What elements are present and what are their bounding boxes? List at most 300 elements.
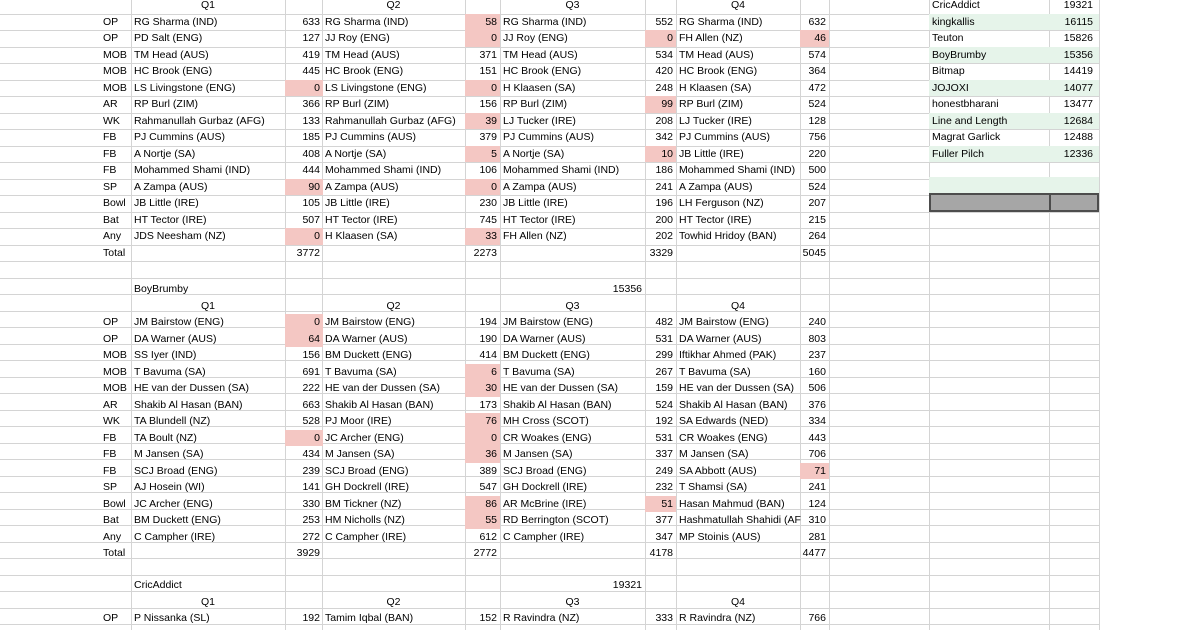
player-name-cell[interactable]: RD Berrington (SCOT) — [503, 514, 609, 526]
player-name-cell[interactable]: HE van der Dussen (SA) — [325, 382, 440, 394]
player-score-cell[interactable]: 173 — [479, 398, 497, 411]
player-score-cell[interactable]: 330 — [302, 497, 320, 510]
total-value[interactable]: 3929 — [296, 547, 320, 559]
player-score-cell[interactable]: 632 — [808, 15, 826, 28]
player-name-cell[interactable]: RG Sharma (IND) — [503, 15, 587, 28]
player-name-cell[interactable]: HE van der Dussen (SA) — [503, 382, 618, 394]
position-cell[interactable]: AR — [103, 98, 118, 110]
player-name-cell[interactable]: AJ Hosein (WI) — [134, 481, 205, 493]
player-name-cell[interactable]: RG Sharma (IND) — [679, 15, 763, 28]
player-score-cell[interactable]: 76 — [465, 413, 500, 430]
player-name-cell[interactable]: T Shamsi (SA) — [679, 481, 748, 493]
position-cell[interactable]: OP — [103, 316, 119, 328]
player-score-cell[interactable]: 766 — [808, 612, 826, 624]
position-cell[interactable]: OP — [103, 15, 119, 28]
player-name-cell[interactable]: TM Head (AUS) — [325, 48, 400, 61]
total-value[interactable]: 3772 — [296, 246, 320, 259]
player-score-cell[interactable]: 419 — [302, 48, 320, 61]
quarter-header[interactable]: Q4 — [730, 299, 745, 312]
player-score-cell[interactable]: 524 — [808, 180, 826, 193]
player-name-cell[interactable]: Mohammed Shami (IND) — [503, 164, 620, 176]
position-cell[interactable]: WK — [103, 415, 120, 427]
player-name-cell[interactable]: Tamim Iqbal (BAN) — [325, 612, 414, 624]
player-name-cell[interactable]: M Jansen (SA) — [503, 448, 573, 460]
player-name-cell[interactable]: HE van der Dussen (SA) — [134, 382, 249, 394]
leaderboard-team-score[interactable]: 19321 — [1063, 0, 1093, 11]
player-score-cell[interactable]: 185 — [302, 131, 320, 143]
player-score-cell[interactable]: 156 — [479, 98, 497, 110]
player-name-cell[interactable]: Hasan Mahmud (BAN) — [679, 497, 785, 510]
quarter-header[interactable]: Q2 — [386, 595, 401, 608]
leaderboard-team-name[interactable]: kingkallis — [929, 14, 1049, 31]
player-name-cell[interactable]: AR McBrine (IRE) — [503, 497, 587, 510]
player-name-cell[interactable]: LS Livingstone (ENG) — [325, 81, 427, 94]
total-value[interactable]: 2273 — [473, 246, 497, 259]
player-name-cell[interactable]: LJ Tucker (IRE) — [679, 114, 752, 127]
player-name-cell[interactable]: HT Tector (IRE) — [679, 213, 752, 226]
player-score-cell[interactable]: 0 — [285, 228, 323, 245]
leaderboard-team-name[interactable]: JOJOXI — [929, 80, 1049, 97]
total-label[interactable]: Total — [103, 547, 126, 559]
player-name-cell[interactable]: GH Dockrell (IRE) — [325, 481, 410, 493]
player-score-cell[interactable]: 232 — [655, 481, 673, 493]
player-score-cell[interactable]: 241 — [655, 180, 673, 193]
player-score-cell[interactable]: 0 — [285, 80, 323, 97]
player-name-cell[interactable]: A Zampa (AUS) — [325, 180, 399, 193]
player-name-cell[interactable]: Rahmanullah Gurbaz (AFG) — [325, 114, 456, 127]
team-name-cell[interactable]: BoyBrumby — [134, 283, 189, 295]
player-name-cell[interactable]: T Bavuma (SA) — [503, 365, 575, 378]
player-score-cell[interactable]: 334 — [808, 415, 826, 427]
player-score-cell[interactable]: 0 — [465, 179, 500, 196]
leaderboard-blank-row[interactable] — [929, 177, 1099, 193]
player-score-cell[interactable]: 414 — [479, 349, 497, 361]
player-name-cell[interactable]: Mohammed Shami (IND) — [134, 164, 251, 176]
player-score-cell[interactable]: 0 — [465, 80, 500, 97]
position-cell[interactable]: MOB — [103, 365, 127, 378]
position-cell[interactable]: FB — [103, 164, 117, 176]
player-score-cell[interactable]: 106 — [479, 164, 497, 176]
position-cell[interactable]: Bat — [103, 514, 119, 526]
player-name-cell[interactable]: JB Little (IRE) — [134, 197, 199, 209]
total-value[interactable]: 4178 — [649, 547, 673, 559]
position-cell[interactable]: FB — [103, 448, 117, 460]
player-score-cell[interactable]: 222 — [302, 382, 320, 394]
player-score-cell[interactable]: 215 — [808, 213, 826, 226]
player-name-cell[interactable]: DA Warner (AUS) — [679, 332, 762, 345]
quarter-header[interactable]: Q2 — [386, 299, 401, 312]
position-cell[interactable]: FB — [103, 431, 117, 444]
player-score-cell[interactable]: 64 — [285, 331, 323, 348]
player-name-cell[interactable]: PJ Moor (IRE) — [325, 415, 392, 427]
player-score-cell[interactable]: 240 — [808, 316, 826, 328]
player-name-cell[interactable]: TM Head (AUS) — [679, 48, 754, 61]
leaderboard-team-name[interactable]: Teuton — [932, 32, 964, 44]
player-name-cell[interactable]: SCJ Broad (ENG) — [325, 464, 409, 477]
quarter-header[interactable]: Q3 — [565, 0, 580, 11]
player-name-cell[interactable]: C Campher (IRE) — [325, 530, 407, 543]
player-name-cell[interactable]: T Bavuma (SA) — [134, 365, 206, 378]
player-score-cell[interactable]: 237 — [808, 349, 826, 361]
player-name-cell[interactable]: TM Head (AUS) — [134, 48, 209, 61]
player-score-cell[interactable]: 46 — [800, 30, 829, 47]
position-cell[interactable]: FB — [103, 464, 117, 477]
leaderboard-team-name[interactable]: Fuller Pilch — [929, 146, 1049, 163]
player-score-cell[interactable]: 531 — [655, 332, 673, 345]
quarter-header[interactable]: Q2 — [386, 0, 401, 11]
player-name-cell[interactable]: LS Livingstone (ENG) — [134, 81, 236, 94]
quarter-header[interactable]: Q1 — [200, 0, 215, 11]
player-score-cell[interactable]: 376 — [808, 398, 826, 411]
position-cell[interactable]: Bat — [103, 213, 119, 226]
player-score-cell[interactable]: 220 — [808, 147, 826, 160]
position-cell[interactable]: MOB — [103, 382, 127, 394]
player-name-cell[interactable]: C Campher (IRE) — [503, 530, 585, 543]
player-name-cell[interactable]: PJ Cummins (AUS) — [503, 131, 595, 143]
leaderboard-team-name[interactable]: CricAddict — [932, 0, 980, 11]
player-name-cell[interactable]: Shakib Al Hasan (BAN) — [325, 398, 434, 411]
team-score-cell[interactable]: 19321 — [612, 579, 642, 591]
position-cell[interactable]: SP — [103, 481, 118, 493]
player-score-cell[interactable]: 0 — [285, 314, 323, 331]
player-name-cell[interactable]: R Ravindra (NZ) — [679, 612, 756, 624]
player-name-cell[interactable]: RP Burl (ZIM) — [503, 98, 567, 110]
player-name-cell[interactable]: JJ Roy (ENG) — [503, 32, 568, 44]
player-score-cell[interactable]: 534 — [655, 48, 673, 61]
player-score-cell[interactable]: 207 — [808, 197, 826, 209]
leaderboard-team-score[interactable]: 12684 — [1049, 113, 1099, 130]
player-score-cell[interactable]: 0 — [465, 430, 500, 447]
player-name-cell[interactable]: JM Bairstow (ENG) — [503, 316, 593, 328]
position-cell[interactable]: OP — [103, 332, 119, 345]
player-name-cell[interactable]: P Nissanka (SL) — [134, 612, 210, 624]
player-score-cell[interactable]: 192 — [655, 415, 673, 427]
player-name-cell[interactable]: A Zampa (AUS) — [503, 180, 577, 193]
total-value[interactable]: 4477 — [802, 547, 826, 559]
player-name-cell[interactable]: M Jansen (SA) — [679, 448, 749, 460]
player-name-cell[interactable]: GH Dockrell (IRE) — [503, 481, 588, 493]
player-score-cell[interactable]: 141 — [302, 481, 320, 493]
player-score-cell[interactable]: 133 — [302, 114, 320, 127]
player-name-cell[interactable]: A Nortje (SA) — [325, 147, 387, 160]
position-cell[interactable]: Bowl — [103, 197, 126, 209]
player-score-cell[interactable]: 156 — [302, 349, 320, 361]
position-cell[interactable]: FB — [103, 147, 117, 160]
player-name-cell[interactable]: Mohammed Shami (IND) — [325, 164, 442, 176]
player-name-cell[interactable]: HC Brook (ENG) — [679, 65, 758, 77]
player-name-cell[interactable]: A Zampa (AUS) — [134, 180, 208, 193]
player-score-cell[interactable]: 186 — [655, 164, 673, 176]
player-name-cell[interactable]: FH Allen (NZ) — [503, 230, 567, 242]
player-score-cell[interactable]: 196 — [655, 197, 673, 209]
player-score-cell[interactable]: 230 — [479, 197, 497, 209]
player-score-cell[interactable]: 379 — [479, 131, 497, 143]
player-score-cell[interactable]: 347 — [655, 530, 673, 543]
player-name-cell[interactable]: A Nortje (SA) — [503, 147, 565, 160]
player-name-cell[interactable]: JB Little (IRE) — [679, 147, 744, 160]
player-name-cell[interactable]: Hashmatullah Shahidi (AF — [679, 514, 801, 526]
player-name-cell[interactable]: TM Head (AUS) — [503, 48, 578, 61]
position-cell[interactable]: Bowl — [103, 497, 126, 510]
player-name-cell[interactable]: SA Edwards (NED) — [679, 415, 769, 427]
player-score-cell[interactable]: 253 — [302, 514, 320, 526]
position-cell[interactable]: MOB — [103, 48, 127, 61]
player-score-cell[interactable]: 506 — [808, 382, 826, 394]
player-score-cell[interactable]: 445 — [302, 65, 320, 77]
player-score-cell[interactable]: 366 — [302, 98, 320, 110]
player-name-cell[interactable]: H Klaasen (SA) — [325, 230, 398, 242]
total-value[interactable]: 3329 — [649, 246, 673, 259]
player-name-cell[interactable]: HT Tector (IRE) — [325, 213, 398, 226]
player-name-cell[interactable]: Rahmanullah Gurbaz (AFG) — [134, 114, 265, 127]
player-score-cell[interactable]: 272 — [302, 530, 320, 543]
position-cell[interactable]: OP — [103, 612, 119, 624]
player-score-cell[interactable]: 0 — [645, 30, 676, 47]
position-cell[interactable]: FB — [103, 131, 117, 143]
player-name-cell[interactable]: HT Tector (IRE) — [503, 213, 576, 226]
player-name-cell[interactable]: MP Stoinis (AUS) — [679, 530, 761, 543]
player-score-cell[interactable]: 552 — [655, 15, 673, 28]
player-score-cell[interactable]: 208 — [655, 114, 673, 127]
team-name-cell[interactable]: CricAddict — [134, 579, 182, 591]
player-score-cell[interactable]: 90 — [285, 179, 323, 196]
leaderboard-team-score[interactable]: 15826 — [1063, 32, 1093, 44]
player-score-cell[interactable]: 30 — [465, 380, 500, 397]
player-name-cell[interactable]: T Bavuma (SA) — [325, 365, 397, 378]
player-name-cell[interactable]: BM Duckett (ENG) — [503, 349, 590, 361]
leaderboard-team-score[interactable]: 13477 — [1063, 98, 1093, 110]
player-name-cell[interactable]: M Jansen (SA) — [325, 448, 395, 460]
leaderboard-team-name[interactable]: honestbharani — [932, 98, 999, 110]
player-name-cell[interactable]: CR Woakes (ENG) — [679, 431, 768, 444]
player-score-cell[interactable]: 0 — [285, 430, 323, 447]
player-score-cell[interactable]: 691 — [302, 365, 320, 378]
leaderboard-team-score[interactable]: 12488 — [1063, 131, 1093, 143]
player-name-cell[interactable]: H Klaasen (SA) — [679, 81, 752, 94]
position-cell[interactable]: MOB — [103, 81, 127, 94]
position-cell[interactable]: SP — [103, 180, 118, 193]
leaderboard-team-score[interactable]: 15356 — [1049, 47, 1099, 64]
player-score-cell[interactable]: 159 — [655, 382, 673, 394]
total-value[interactable]: 5045 — [802, 246, 826, 259]
player-name-cell[interactable]: HE van der Dussen (SA) — [679, 382, 794, 394]
player-score-cell[interactable]: 299 — [655, 349, 673, 361]
position-cell[interactable]: MOB — [103, 349, 127, 361]
player-name-cell[interactable]: JB Little (IRE) — [325, 197, 390, 209]
player-name-cell[interactable]: Mohammed Shami (IND) — [679, 164, 796, 176]
player-score-cell[interactable]: 241 — [808, 481, 826, 493]
player-score-cell[interactable]: 281 — [808, 530, 826, 543]
player-name-cell[interactable]: HM Nicholls (NZ) — [325, 514, 405, 526]
player-name-cell[interactable]: Shakib Al Hasan (BAN) — [503, 398, 612, 411]
player-name-cell[interactable]: JJ Roy (ENG) — [325, 32, 390, 44]
player-name-cell[interactable]: HC Brook (ENG) — [325, 65, 404, 77]
player-name-cell[interactable]: Iftikhar Ahmed (PAK) — [679, 349, 777, 361]
player-score-cell[interactable]: 36 — [465, 446, 500, 463]
player-name-cell[interactable]: HC Brook (ENG) — [503, 65, 582, 77]
player-name-cell[interactable]: M Jansen (SA) — [134, 448, 204, 460]
quarter-header[interactable]: Q1 — [200, 299, 215, 312]
player-name-cell[interactable]: Shakib Al Hasan (BAN) — [679, 398, 788, 411]
player-name-cell[interactable]: R Ravindra (NZ) — [503, 612, 580, 624]
quarter-header[interactable]: Q3 — [565, 299, 580, 312]
player-score-cell[interactable]: 342 — [655, 131, 673, 143]
player-score-cell[interactable]: 190 — [479, 332, 497, 345]
player-name-cell[interactable]: RP Burl (ZIM) — [679, 98, 743, 110]
player-name-cell[interactable]: LH Ferguson (NZ) — [679, 197, 764, 209]
player-score-cell[interactable]: 333 — [655, 612, 673, 624]
position-cell[interactable]: OP — [103, 32, 119, 44]
player-score-cell[interactable]: 0 — [465, 30, 500, 47]
player-score-cell[interactable]: 472 — [808, 81, 826, 94]
player-name-cell[interactable]: TA Blundell (NZ) — [134, 415, 211, 427]
quarter-header[interactable]: Q3 — [565, 595, 580, 608]
player-score-cell[interactable]: 612 — [479, 530, 497, 543]
player-score-cell[interactable]: 55 — [465, 512, 500, 529]
position-cell[interactable]: Any — [103, 230, 122, 242]
player-score-cell[interactable]: 249 — [655, 464, 673, 477]
player-name-cell[interactable]: LJ Tucker (IRE) — [503, 114, 576, 127]
player-score-cell[interactable]: 86 — [465, 496, 500, 513]
player-score-cell[interactable]: 5 — [465, 146, 500, 163]
leaderboard-team-name[interactable]: BoyBrumby — [929, 47, 1049, 64]
quarter-header[interactable]: Q4 — [730, 595, 745, 608]
player-name-cell[interactable]: TA Boult (NZ) — [134, 431, 197, 444]
player-name-cell[interactable]: PD Salt (ENG) — [134, 32, 203, 44]
player-score-cell[interactable]: 160 — [808, 365, 826, 378]
player-name-cell[interactable]: HC Brook (ENG) — [134, 65, 213, 77]
player-score-cell[interactable]: 105 — [302, 197, 320, 209]
player-name-cell[interactable]: PJ Cummins (AUS) — [325, 131, 417, 143]
team-score-cell[interactable]: 15356 — [612, 283, 642, 295]
total-value[interactable]: 2772 — [473, 547, 497, 559]
player-name-cell[interactable]: BM Tickner (NZ) — [325, 497, 402, 510]
leaderboard-team-score[interactable]: 14419 — [1063, 65, 1093, 77]
player-score-cell[interactable]: 803 — [808, 332, 826, 345]
player-score-cell[interactable]: 39 — [465, 113, 500, 130]
player-score-cell[interactable]: 310 — [808, 514, 826, 526]
player-name-cell[interactable]: JB Little (IRE) — [503, 197, 568, 209]
quarter-header[interactable]: Q1 — [200, 595, 215, 608]
player-score-cell[interactable]: 127 — [302, 32, 320, 44]
leaderboard-team-name[interactable]: Line and Length — [929, 113, 1049, 130]
player-name-cell[interactable]: JC Archer (ENG) — [134, 497, 213, 510]
position-cell[interactable]: AR — [103, 398, 118, 411]
player-score-cell[interactable]: 371 — [479, 48, 497, 61]
player-score-cell[interactable]: 99 — [645, 96, 676, 113]
player-name-cell[interactable]: Towhid Hridoy (BAN) — [679, 230, 777, 242]
player-score-cell[interactable]: 528 — [302, 415, 320, 427]
player-score-cell[interactable]: 500 — [808, 164, 826, 176]
player-score-cell[interactable]: 33 — [465, 228, 500, 245]
player-name-cell[interactable]: RP Burl (ZIM) — [134, 98, 198, 110]
player-name-cell[interactable]: SS Iyer (IND) — [134, 349, 197, 361]
player-score-cell[interactable]: 364 — [808, 65, 826, 77]
player-name-cell[interactable]: RG Sharma (IND) — [134, 15, 218, 28]
player-name-cell[interactable]: DA Warner (AUS) — [503, 332, 586, 345]
player-score-cell[interactable]: 443 — [808, 431, 826, 444]
player-score-cell[interactable]: 434 — [302, 448, 320, 460]
player-score-cell[interactable]: 524 — [808, 98, 826, 110]
leaderboard-team-name[interactable]: Magrat Garlick — [932, 131, 1001, 143]
position-cell[interactable]: Any — [103, 530, 122, 543]
selected-row[interactable] — [929, 193, 1099, 212]
player-score-cell[interactable]: 264 — [808, 230, 826, 242]
player-score-cell[interactable]: 10 — [645, 146, 676, 163]
player-score-cell[interactable]: 408 — [302, 147, 320, 160]
player-name-cell[interactable]: DA Warner (AUS) — [325, 332, 408, 345]
player-name-cell[interactable]: H Klaasen (SA) — [503, 81, 576, 94]
leaderboard-team-name[interactable]: Bitmap — [932, 65, 965, 77]
leaderboard-team-score[interactable]: 14077 — [1049, 80, 1099, 97]
player-score-cell[interactable]: 756 — [808, 131, 826, 143]
player-score-cell[interactable]: 124 — [808, 497, 826, 510]
player-name-cell[interactable]: SCJ Broad (ENG) — [503, 464, 587, 477]
player-score-cell[interactable]: 706 — [808, 448, 826, 460]
player-score-cell[interactable]: 200 — [655, 213, 673, 226]
player-score-cell[interactable]: 248 — [655, 81, 673, 94]
player-name-cell[interactable]: T Bavuma (SA) — [679, 365, 751, 378]
player-name-cell[interactable]: A Nortje (SA) — [134, 147, 196, 160]
player-score-cell[interactable]: 239 — [302, 464, 320, 477]
player-score-cell[interactable]: 377 — [655, 514, 673, 526]
total-label[interactable]: Total — [103, 246, 126, 259]
player-score-cell[interactable]: 194 — [479, 316, 497, 328]
player-score-cell[interactable]: 507 — [302, 213, 320, 226]
player-name-cell[interactable]: PJ Cummins (AUS) — [679, 131, 771, 143]
player-name-cell[interactable]: SA Abbott (AUS) — [679, 464, 757, 477]
player-name-cell[interactable]: JM Bairstow (ENG) — [325, 316, 415, 328]
player-name-cell[interactable]: JM Bairstow (ENG) — [134, 316, 224, 328]
player-name-cell[interactable]: PJ Cummins (AUS) — [134, 131, 226, 143]
player-name-cell[interactable]: Shakib Al Hasan (BAN) — [134, 398, 243, 411]
player-name-cell[interactable]: MH Cross (SCOT) — [503, 415, 589, 427]
player-name-cell[interactable]: JM Bairstow (ENG) — [679, 316, 769, 328]
player-score-cell[interactable]: 444 — [302, 164, 320, 176]
position-cell[interactable]: WK — [103, 114, 120, 127]
player-score-cell[interactable]: 389 — [479, 464, 497, 477]
leaderboard-team-score[interactable]: 12336 — [1049, 146, 1099, 163]
player-score-cell[interactable]: 267 — [655, 365, 673, 378]
player-score-cell[interactable]: 420 — [655, 65, 673, 77]
player-score-cell[interactable]: 6 — [465, 364, 500, 381]
player-score-cell[interactable]: 71 — [800, 463, 829, 480]
player-score-cell[interactable]: 58 — [465, 14, 500, 31]
quarter-header[interactable]: Q4 — [730, 0, 745, 11]
position-cell[interactable]: MOB — [103, 65, 127, 77]
player-name-cell[interactable]: RG Sharma (IND) — [325, 15, 409, 28]
player-name-cell[interactable]: RP Burl (ZIM) — [325, 98, 389, 110]
leaderboard-team-score[interactable]: 16115 — [1049, 14, 1099, 31]
player-score-cell[interactable]: 547 — [479, 481, 497, 493]
player-score-cell[interactable]: 128 — [808, 114, 826, 127]
player-name-cell[interactable]: C Campher (IRE) — [134, 530, 216, 543]
player-score-cell[interactable]: 337 — [655, 448, 673, 460]
player-name-cell[interactable]: BM Duckett (ENG) — [134, 514, 221, 526]
player-name-cell[interactable]: CR Woakes (ENG) — [503, 431, 592, 444]
player-score-cell[interactable]: 524 — [655, 398, 673, 411]
player-name-cell[interactable]: JDS Neesham (NZ) — [134, 230, 226, 242]
player-name-cell[interactable]: BM Duckett (ENG) — [325, 349, 412, 361]
player-score-cell[interactable]: 202 — [655, 230, 673, 242]
player-score-cell[interactable]: 633 — [302, 15, 320, 28]
player-score-cell[interactable]: 151 — [479, 65, 497, 77]
player-score-cell[interactable]: 152 — [479, 612, 497, 624]
player-score-cell[interactable]: 482 — [655, 316, 673, 328]
player-name-cell[interactable]: A Zampa (AUS) — [679, 180, 753, 193]
player-name-cell[interactable]: SCJ Broad (ENG) — [134, 464, 218, 477]
player-score-cell[interactable]: 574 — [808, 48, 826, 61]
